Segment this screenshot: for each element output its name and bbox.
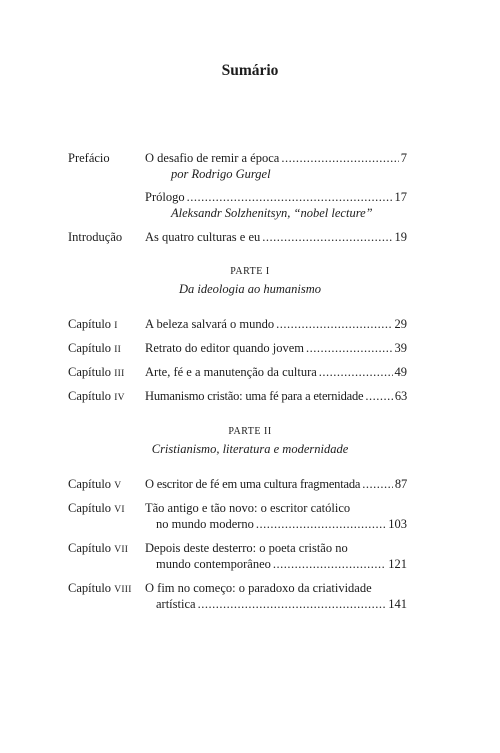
page-number: 17 [394,190,407,204]
part-2-heading: PARTE II [228,426,272,437]
entry-author: por Rodrigo Gurgel [171,167,271,181]
page-number: 141 [388,597,407,611]
dot-leader [276,316,392,332]
entry-label: Prefácio [68,151,110,165]
entry-label: Capítulo VII [68,541,129,555]
entry-title: Arte, fé e a manutenção da cultura [145,365,317,379]
dot-leader [198,596,387,612]
part-2-title: Cristianismo, literatura e modernidade [151,442,349,456]
dot-leader [362,476,393,492]
dot-leader [256,516,386,532]
dot-leader [273,556,386,572]
entry-label: Capítulo VI [68,501,125,515]
page-title: Sumário [221,62,279,79]
dot-leader [365,388,393,404]
page-number: 39 [394,341,407,355]
entry-title: O escritor de fé em uma cultura fragmentada [145,477,361,491]
page-number: 63 [394,389,407,403]
entry-author: Aleksandr Solzhenitsyn, “nobel lecture” [171,206,373,220]
entry-title: Prólogo [145,190,185,204]
entry-title-continued: artística [156,597,196,611]
dot-leader [319,364,393,380]
entry-title-continued: no mundo moderno [156,517,254,531]
entry-title: Humanismo cristão: uma fé para a eternidade [145,389,364,403]
entry-label: Introdução [68,230,123,244]
entry-title: As quatro culturas e eu [145,230,261,244]
entry-label: Capítulo I [68,317,118,331]
entry-title: O fim no começo: o paradoxo da criatividade [145,581,372,595]
dot-leader [262,229,392,245]
entry-title: Retrato do editor quando jovem [145,341,304,355]
page-number: 87 [394,477,407,491]
page-number: 103 [388,517,407,531]
entry-label: Capítulo V [68,477,122,491]
page-number: 49 [394,365,407,379]
entry-title-continued: mundo contemporâneo [156,557,271,571]
entry-label: Capítulo III [68,365,125,379]
entry-label: Capítulo II [68,341,122,355]
dot-leader [306,340,393,356]
page-number: 7 [400,151,407,165]
entry-title: Depois deste desterro: o poeta cristão no [145,541,348,555]
entry-title: Tão antigo e tão novo: o escritor católico [145,501,351,515]
page-number: 121 [388,557,407,571]
entry-title: A beleza salvará o mundo [145,317,275,331]
part-1-heading: PARTE I [230,266,270,277]
entry-label: Capítulo IV [68,389,125,403]
dot-leader [281,150,398,166]
page-number: 19 [394,230,407,244]
part-1-title: Da ideologia ao humanismo [178,282,321,296]
dot-leader [187,189,393,205]
entry-label: Capítulo VIII [68,581,132,595]
page-number: 29 [394,317,407,331]
entry-title: O desafio de remir a época [145,151,280,165]
